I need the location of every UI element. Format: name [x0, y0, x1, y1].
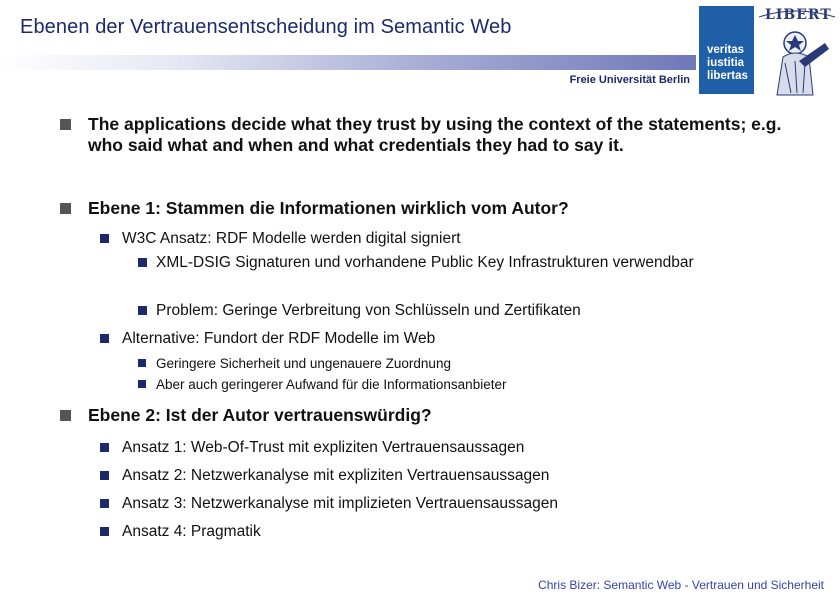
bullet-marker [100, 471, 109, 480]
bullet-level2: Alternative: Fundort der RDF Modelle im Web [122, 330, 436, 347]
bullet-level1: Ebene 1: Stammen die Informationen wirklich vom Autor? [88, 198, 569, 218]
bullet-level2: W3C Ansatz: RDF Modelle werden digital signiert [122, 230, 461, 247]
bullet-level1: Ebene 2: Ist der Autor vertrauenswürdig? [88, 405, 432, 425]
bullet-level3: Aber auch geringerer Aufwand für die Informationsanbieter [156, 377, 507, 392]
bullet-marker [138, 306, 147, 315]
bullet-marker [100, 499, 109, 508]
bullet-marker [138, 359, 146, 367]
bullet-marker [60, 410, 71, 421]
bullet-marker [100, 443, 109, 452]
bullet-level2: Ansatz 4: Pragmatik [122, 523, 261, 540]
bullet-marker [100, 234, 109, 243]
bullet-level2: Ansatz 2: Netzwerkanalyse mit expliziten Vertrauensaussagen [122, 467, 550, 484]
bullet-level2: Ansatz 3: Netzwerkanalyse mit implizieten Vertrauensaussagen [122, 495, 558, 512]
svg-text:LIBERT: LIBERT [765, 7, 832, 23]
logo-motto-line: libertas [707, 70, 748, 82]
slide-footer: Chris Bizer: Semantic Web - Vertrauen und Sicherheit [538, 578, 824, 592]
logo-motto-line: iustitia [707, 57, 745, 69]
logo-motto-line: veritas [707, 44, 745, 56]
bullet-marker [100, 334, 109, 343]
bullet-level3: XML-DSIG Signaturen und vorhandene Public Key Infrastrukturen verwendbar [156, 254, 694, 271]
bullet-level3: Problem: Geringe Verbreitung von Schlüsseln und Zertifikaten [156, 302, 581, 319]
bullet-level2: Ansatz 1: Web-Of-Trust mit expliziten Vertrauensaussagen [122, 439, 525, 456]
bullet-marker [100, 527, 109, 536]
bullet-marker [60, 119, 71, 130]
bullet-level3: Geringere Sicherheit und ungenauere Zuordnung [156, 356, 451, 371]
bullet-marker [138, 380, 146, 388]
institution-name: Freie Universität Berlin [569, 74, 690, 86]
bullet-marker [60, 203, 71, 214]
slide-title: Ebenen der Vertrauensentscheidung im Semantic Web [20, 16, 512, 38]
bullet-marker [138, 258, 147, 267]
bullet-level1: The applications decide what they trust by using the context of the statements; e.g. who said what and when and what credentials they had to say it. [88, 114, 782, 155]
